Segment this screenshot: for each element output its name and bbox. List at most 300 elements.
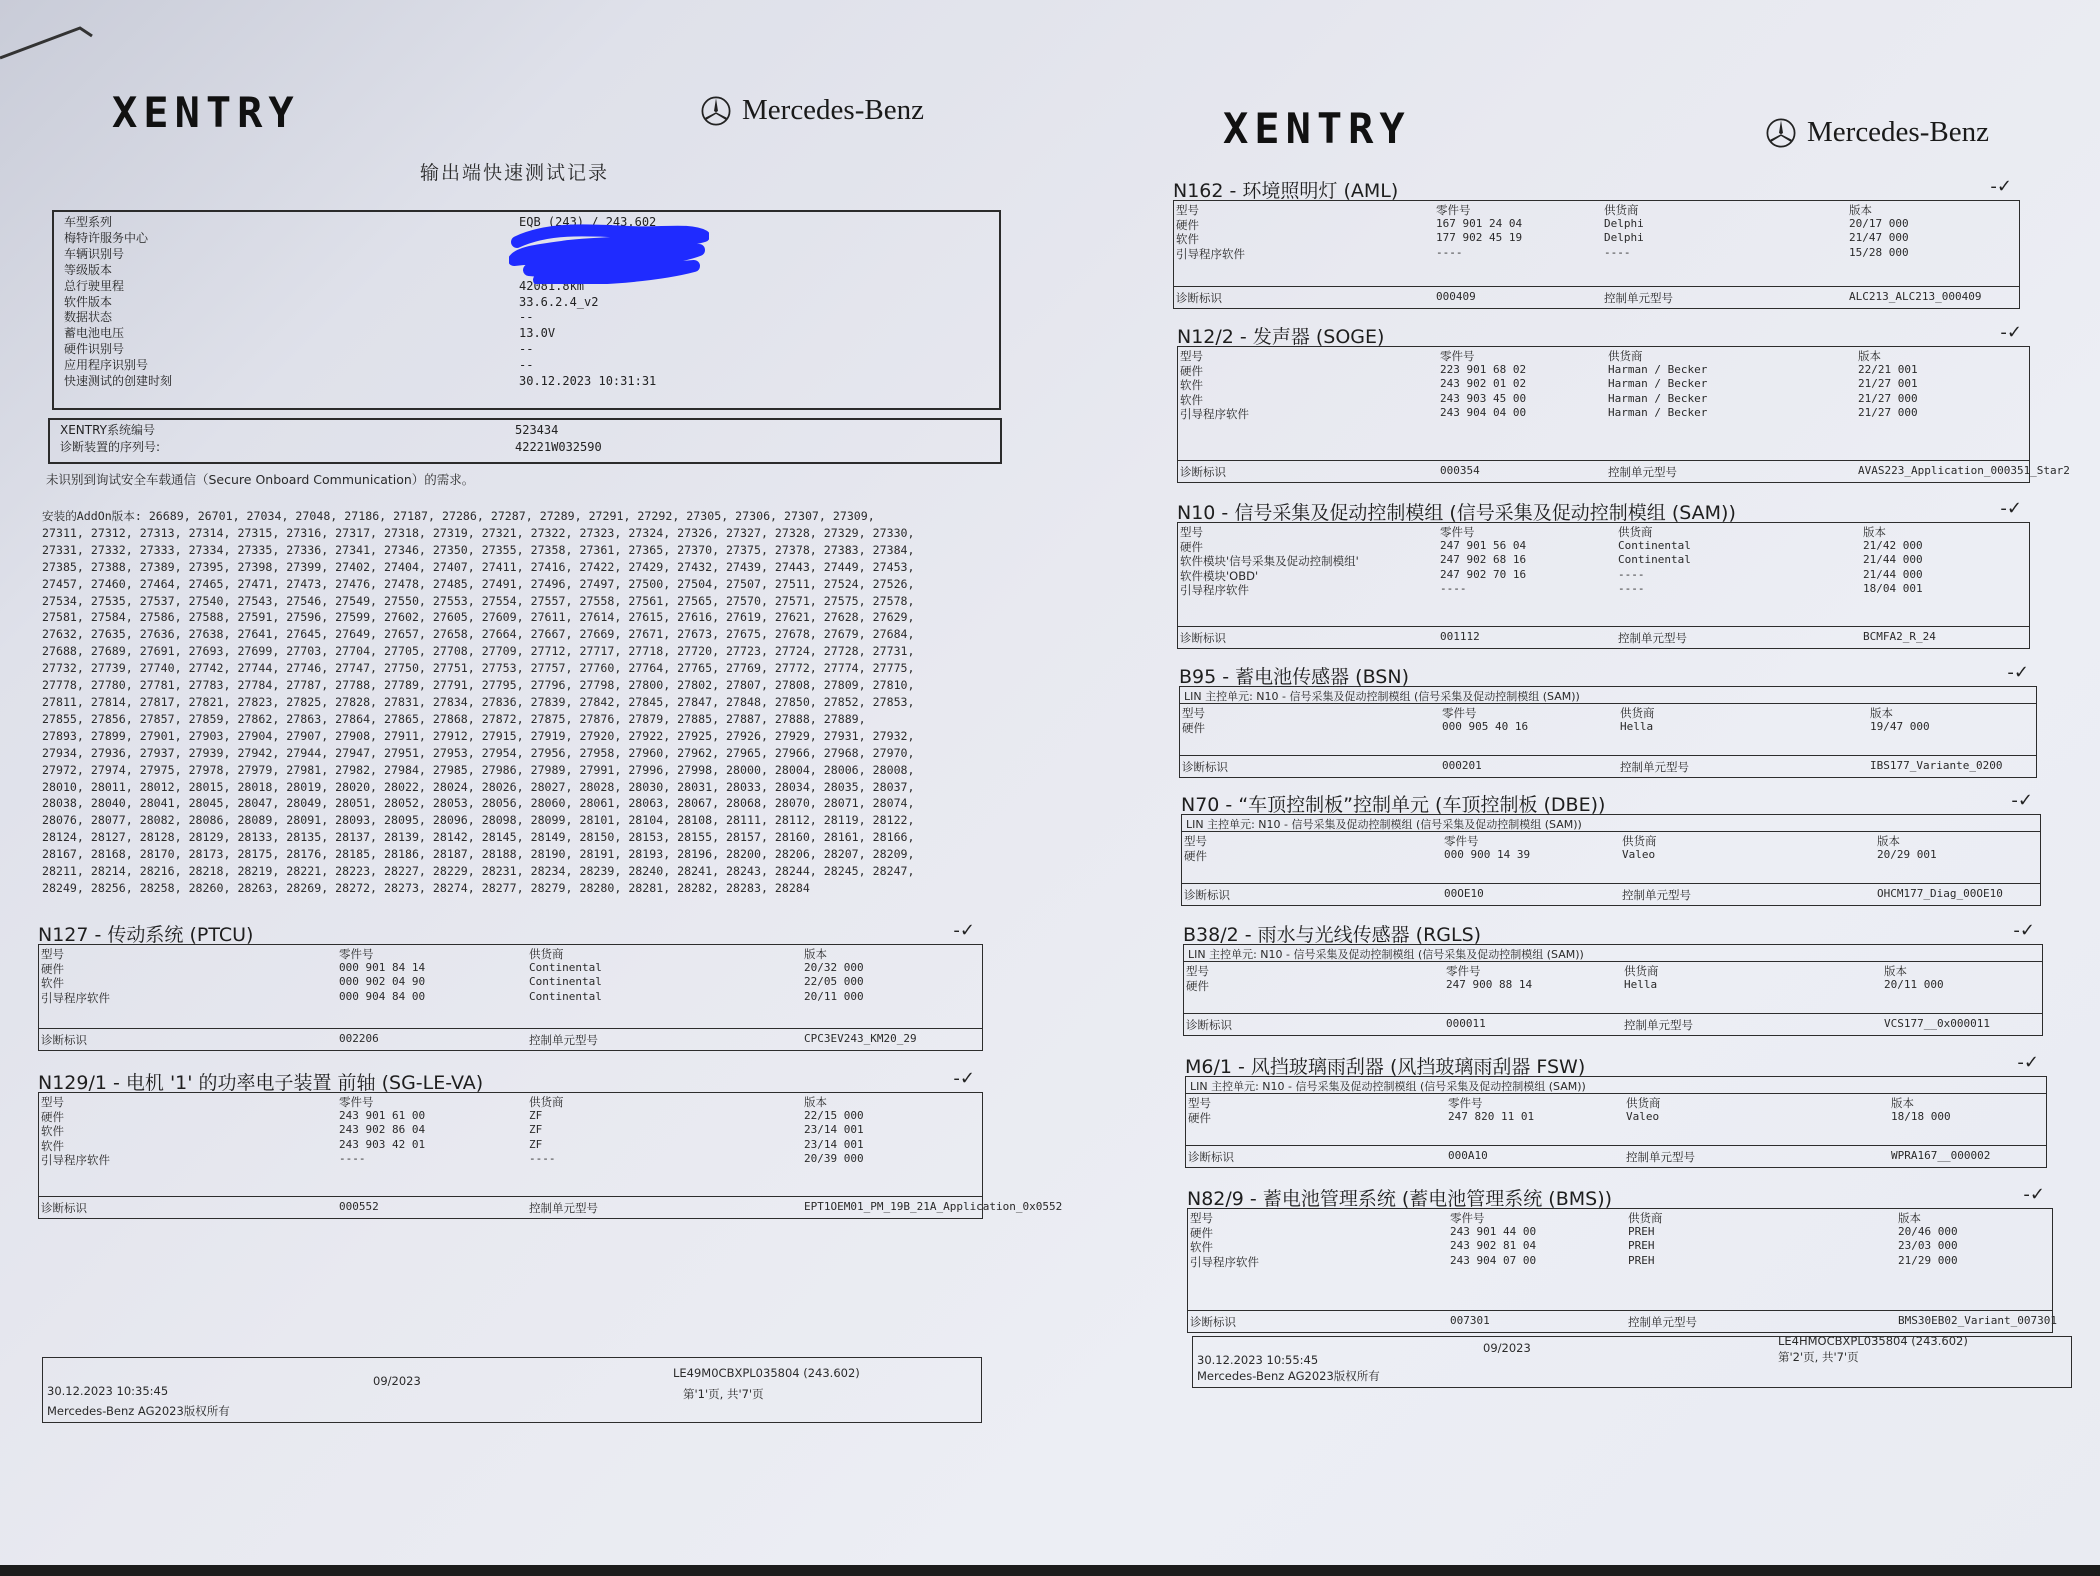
vehicle-info-key: 硬件识别号	[64, 342, 125, 357]
addon-line: 27385, 27388, 27389, 27395, 27398, 27399, 27402, 27404, 27407, 27411, 27416, 27422, 27429, 27432, 27439, 27443, 27449, 27453,	[42, 559, 915, 574]
table-cell: 20/46 000	[1898, 1224, 1958, 1238]
secure-onboard-note: 未识别到询试安全车载通信（Secure Onboard Communication）的需求。	[46, 472, 475, 487]
ecu-label: 控制单元型号	[1626, 1150, 1695, 1164]
table-cell: 硬件	[1180, 539, 1203, 554]
module-title: N129/1 - 电机 '1' 的功率电子装置 前轴 (SG-LE-VA)	[38, 1072, 484, 1094]
addon-line: 27811, 27814, 27817, 27821, 27823, 27825, 27828, 27831, 27834, 27836, 27839, 27842, 27845, 27847, 27848, 27850, 27852, 27853,	[42, 694, 915, 709]
table-cell: 引导程序软件	[1180, 407, 1249, 421]
ecu-label: 控制单元型号	[1622, 888, 1691, 902]
ecu-label: 控制单元型号	[1624, 1018, 1693, 1032]
mercedes-benz-logo	[700, 94, 924, 127]
ecu-value: IBS177_Variante_0200	[1870, 759, 2003, 772]
addon-line: 28167, 28168, 28170, 28173, 28175, 28176, 28185, 28186, 28187, 28188, 28190, 28191, 28193, 28196, 28200, 28206, 28207, 28209,	[42, 847, 915, 862]
table-cell: 243 902 81 04	[1450, 1239, 1537, 1252]
table-cell: Delphi	[1604, 231, 1644, 244]
xentry-logo: XENTRY	[1223, 104, 1411, 153]
table-cell: 243 902 01 02	[1440, 377, 1527, 390]
addon-line: 27972, 27974, 27975, 27978, 27979, 27981, 27982, 27984, 27985, 27986, 27989, 27991, 27996, 27998, 28000, 28004, 28006, 28008,	[42, 762, 915, 777]
table-cell: 247 902 68 16	[1440, 553, 1527, 566]
vehicle-info-key: 梅特许服务中心	[64, 230, 149, 245]
table-cell: 硬件	[1188, 1110, 1211, 1125]
vehicle-info-box	[52, 210, 1001, 410]
lin-master-note: LIN 主控单元: N10 - 信号采集及促动控制模组 (信号采集及促动控制模组 (SAM))	[1188, 948, 1584, 961]
table-cell: 243 904 04 00	[1440, 406, 1527, 419]
ecu-value: CPC3EV243_KM20_29	[804, 1032, 917, 1045]
footer-datetime: 30.12.2023 10:55:45	[1197, 1353, 1319, 1367]
diag-value: 000201	[1442, 759, 1482, 772]
mercedes-star-icon	[1765, 117, 1797, 149]
ecu-module	[1181, 790, 2041, 905]
column-header: 型号	[1182, 706, 1205, 720]
column-header: 型号	[41, 947, 64, 961]
column-header: 零件号	[1450, 1211, 1485, 1225]
table-cell: 22/21 001	[1858, 362, 1918, 376]
table-cell: ZF	[529, 1108, 543, 1122]
table-cell: 243 903 45 00	[1440, 391, 1527, 405]
table-cell: 软件	[41, 1124, 64, 1138]
module-title: N162 - 环境照明灯 (AML)	[1173, 180, 1399, 202]
column-header: 型号	[1188, 1096, 1211, 1110]
module-title: N70 - “车顶控制板”控制单元 (车顶控制板 (DBE))	[1181, 794, 1606, 816]
vehicle-info-value: 13.0V	[519, 326, 556, 341]
table-cell: 243 901 61 00	[339, 1108, 426, 1122]
footer-copyright: Mercedes-Benz AG2023版权所有	[47, 1404, 230, 1418]
ecu-label: 控制单元型号	[529, 1033, 598, 1047]
table-cell: ----	[339, 1152, 366, 1165]
ecu-value: BMS30EB02_Variant_007301	[1898, 1314, 2057, 1327]
table-cell: 硬件	[1180, 363, 1203, 378]
table-cell: Delphi	[1604, 216, 1644, 230]
table-cell: 247 900 88 14	[1446, 977, 1533, 991]
ecu-label: 控制单元型号	[529, 1201, 598, 1215]
table-cell: Hella	[1624, 977, 1658, 991]
table-cell: 20/17 000	[1849, 216, 1909, 230]
column-header: 版本	[1884, 964, 1907, 978]
vehicle-info-value: --	[519, 310, 534, 325]
checkmark-icon: -✓	[2017, 1052, 2039, 1073]
ecu-module	[38, 920, 983, 1050]
addon-line: 28038, 28040, 28041, 28045, 28047, 28049, 28051, 28052, 28053, 28056, 28060, 28061, 28063, 28067, 28068, 28070, 28071, 28074,	[42, 796, 915, 811]
addon-line: 28124, 28127, 28128, 28129, 28133, 28135, 28137, 28139, 28142, 28145, 28149, 28150, 28153, 28155, 28157, 28160, 28161, 28166,	[42, 830, 915, 845]
system-info-value: 42221W032590	[515, 440, 602, 454]
table-cell: Valeo	[1626, 1109, 1660, 1123]
diag-value: 000A10	[1448, 1149, 1488, 1162]
table-cell: 000 900 14 39	[1444, 847, 1531, 861]
column-header: 型号	[1190, 1211, 1213, 1225]
system-info-value: 523434	[515, 423, 559, 437]
ecu-label: 控制单元型号	[1628, 1315, 1697, 1329]
vehicle-info-value: EQB (243) / 243.602	[519, 215, 657, 229]
vehicle-info-value: 33.6.2.4_v2	[519, 294, 599, 309]
vehicle-info-key: 蓄电池电压	[64, 326, 125, 341]
module-table	[38, 1092, 1063, 1219]
diag-label: 诊断标识	[1180, 465, 1226, 479]
table-cell: 167 901 24 04	[1436, 216, 1523, 230]
column-header: 型号	[1184, 834, 1207, 848]
footer-page-number: 第'1'页, 共'7'页	[683, 1387, 764, 1401]
footer-version: 09/2023	[373, 1374, 421, 1388]
table-cell: 000 905 40 16	[1442, 719, 1529, 733]
column-header: 零件号	[1436, 203, 1471, 217]
addon-line: 安装的AddOn版本: 26689, 26701, 27034, 27048, 27186, 27187, 27286, 27287, 27289, 27291, 27292, 27305, 27306, 27307, 27309,	[42, 509, 875, 523]
table-cell: 23/03 000	[1898, 1239, 1958, 1252]
table-cell: Valeo	[1622, 847, 1656, 861]
column-header: 型号	[41, 1095, 64, 1109]
table-cell: 软件	[41, 976, 64, 990]
module-title: N127 - 传动系统 (PTCU)	[38, 924, 254, 946]
checkmark-icon: -✓	[2023, 1184, 2045, 1205]
table-cell: ----	[1618, 567, 1645, 581]
module-table	[1177, 346, 2070, 483]
vehicle-info-value: 42081.8km	[519, 278, 585, 293]
ecu-module	[1173, 176, 2020, 308]
addon-line: 27732, 27739, 27740, 27742, 27744, 27746, 27747, 27750, 27751, 27753, 27757, 27760, 27764, 27765, 27769, 27772, 27774, 27775,	[42, 661, 915, 676]
module-table	[1181, 814, 2041, 906]
table-cell: 19/47 000	[1870, 719, 1930, 733]
ecu-module	[1177, 498, 2030, 648]
column-header: 零件号	[1446, 964, 1481, 978]
diag-label: 诊断标识	[41, 1201, 87, 1215]
vehicle-info-value: 30.12.2023 10:31:31	[519, 374, 657, 388]
diag-label: 诊断标识	[41, 1033, 87, 1047]
table-cell: 23/14 001	[804, 1123, 864, 1136]
ecu-value: AVAS223_Application_000351_Star2	[1858, 464, 2070, 477]
mercedes-benz-name: Mercedes-Benz	[1807, 116, 1989, 148]
ecu-value: BCMFA2_R_24	[1863, 630, 1936, 643]
addon-line: 28010, 28011, 28012, 28015, 28018, 28019, 28020, 28022, 28024, 28026, 28027, 28028, 28030, 28031, 28033, 28034, 28035, 28037,	[42, 779, 915, 794]
addon-line: 27632, 27635, 27636, 27638, 27641, 27645, 27649, 27657, 27658, 27664, 27667, 27669, 27671, 27673, 27675, 27678, 27679, 27684,	[42, 627, 915, 642]
column-header: 零件号	[1444, 834, 1479, 848]
table-cell: 21/44 000	[1863, 567, 1923, 581]
vehicle-info-key: 等级版本	[64, 262, 113, 277]
table-cell: 000 904 84 00	[339, 989, 426, 1003]
ecu-label: 控制单元型号	[1620, 760, 1689, 774]
table-cell: 软件模块'OBD'	[1180, 568, 1259, 583]
column-header: 型号	[1180, 349, 1203, 363]
table-cell: ----	[529, 1152, 556, 1165]
diag-rule	[1178, 460, 2029, 461]
document-title: 输出端快速测试记录	[420, 162, 610, 184]
vehicle-info-key: 数据状态	[64, 310, 113, 325]
module-title: B38/2 - 雨水与光线传感器 (RGLS)	[1183, 924, 1482, 946]
column-header: 零件号	[1448, 1096, 1483, 1110]
table-cell: 20/11 000	[1884, 977, 1944, 991]
table-cell: 247 902 70 16	[1440, 567, 1527, 581]
table-cell: 18/04 001	[1863, 582, 1923, 595]
footer-datetime: 30.12.2023 10:35:45	[47, 1384, 169, 1398]
diag-value: 001112	[1440, 630, 1480, 643]
system-info-key: XENTRY系统编号	[60, 423, 156, 437]
table-cell: 21/44 000	[1863, 553, 1923, 566]
table-cell: 23/14 001	[804, 1137, 864, 1151]
table-cell: 177 902 45 19	[1436, 231, 1523, 244]
checkmark-icon: -✓	[953, 1068, 975, 1089]
module-table	[1183, 944, 2043, 1036]
lin-rule	[1184, 961, 2042, 962]
xentry-logo: XENTRY	[112, 88, 300, 137]
table-cell: PREH	[1628, 1253, 1655, 1267]
column-header: 供货商	[1624, 964, 1659, 978]
addon-line: 28076, 28077, 28082, 28086, 28089, 28091, 28093, 28095, 28096, 28098, 28099, 28101, 28104, 28108, 28111, 28112, 28119, 28122,	[42, 813, 915, 828]
diag-value: 00OE10	[1444, 887, 1484, 900]
table-cell: 硬件	[41, 961, 64, 976]
vehicle-info-key: 软件版本	[64, 294, 113, 309]
ecu-value: OHCM177_Diag_00OE10	[1877, 887, 2003, 900]
table-cell: ----	[1440, 582, 1467, 595]
diag-rule	[1186, 1145, 2046, 1146]
ecu-value: ALC213_ALC213_000409	[1849, 290, 1982, 303]
column-header: 供货商	[529, 947, 564, 961]
module-title: B95 - 蓄电池传感器 (BSN)	[1179, 666, 1409, 688]
diag-value: 007301	[1450, 1314, 1490, 1327]
module-table	[1173, 200, 2020, 309]
table-cell: Continental	[529, 960, 602, 974]
ecu-value: EPT1OEM01_PM_19B_21A_Application_0x0552	[804, 1200, 1063, 1213]
table-cell: ZF	[529, 1137, 543, 1151]
ecu-module	[1179, 662, 2037, 777]
table-cell: 硬件	[1176, 217, 1199, 232]
module-table	[1179, 686, 2037, 778]
column-header: 零件号	[1440, 349, 1475, 363]
table-cell: 243 904 07 00	[1450, 1253, 1537, 1267]
table-cell: 21/47 000	[1849, 231, 1909, 244]
diag-label: 诊断标识	[1176, 291, 1222, 305]
table-cell: 引导程序软件	[41, 990, 110, 1005]
column-header: 零件号	[1442, 706, 1477, 720]
redaction-scribble	[509, 222, 709, 284]
table-cell: 21/42 000	[1863, 538, 1923, 552]
table-cell: 硬件	[41, 1109, 64, 1124]
addon-line: 28211, 28214, 28216, 28218, 28219, 28221, 28223, 28227, 28229, 28231, 28234, 28239, 28240, 28241, 28243, 28244, 28245, 28247,	[42, 864, 915, 879]
column-header: 供货商	[1604, 203, 1639, 217]
column-header: 版本	[1877, 834, 1900, 848]
diag-rule	[39, 1028, 982, 1029]
addon-line: 27893, 27899, 27901, 27903, 27904, 27907, 27908, 27911, 27912, 27915, 27919, 27920, 27922, 27925, 27926, 27929, 27931, 27932,	[42, 728, 915, 743]
addon-line: 27534, 27535, 27537, 27540, 27543, 27546, 27549, 27550, 27553, 27554, 27557, 27558, 27561, 27565, 27570, 27571, 27575, 27578,	[42, 593, 915, 608]
column-header: 版本	[804, 1095, 827, 1109]
table-cell: 247 901 56 04	[1440, 538, 1527, 552]
table-cell: Harman / Becker	[1608, 406, 1708, 419]
table-cell: 22/15 000	[804, 1108, 864, 1122]
ecu-value: VCS177__0x000011	[1884, 1017, 1990, 1030]
table-cell: 18/18 000	[1891, 1109, 1951, 1123]
left-page-footer	[42, 1357, 982, 1423]
column-header: 零件号	[1440, 525, 1475, 539]
footer-copyright: Mercedes-Benz AG2023版权所有	[1197, 1369, 1380, 1383]
table-cell: Hella	[1620, 719, 1654, 733]
column-header: 供货商	[1618, 525, 1653, 539]
table-cell: 000 902 04 90	[339, 975, 426, 988]
mercedes-benz-name: Mercedes-Benz	[742, 94, 924, 126]
column-header: 版本	[1858, 349, 1881, 363]
addon-line: 27581, 27584, 27586, 27588, 27591, 27596, 27599, 27602, 27605, 27609, 27611, 27614, 27615, 27616, 27619, 27621, 27628, 27629,	[42, 610, 915, 625]
diag-label: 诊断标识	[1190, 1315, 1236, 1329]
diag-rule	[1184, 1013, 2042, 1014]
checkmark-icon: -✓	[2011, 790, 2033, 811]
diag-rule	[1182, 883, 2040, 884]
column-header: 型号	[1180, 525, 1203, 539]
diag-value: 002206	[339, 1032, 379, 1045]
diag-label: 诊断标识	[1188, 1150, 1234, 1164]
table-cell: 247 820 11 01	[1448, 1109, 1535, 1123]
column-header: 供货商	[1622, 834, 1657, 848]
table-cell: 243 901 44 00	[1450, 1224, 1537, 1238]
column-header: 零件号	[339, 1095, 374, 1109]
addon-line: 27311, 27312, 27313, 27314, 27315, 27316, 27317, 27318, 27319, 27321, 27322, 27323, 27324, 27326, 27327, 27328, 27329, 27330,	[42, 525, 915, 540]
vehicle-info-key: 快速测试的创建时刻	[64, 374, 173, 388]
diag-label: 诊断标识	[1180, 631, 1226, 645]
table-cell: 硬件	[1184, 848, 1207, 863]
column-header: 版本	[804, 947, 827, 961]
system-info-key: 诊断装置的序列号:	[60, 440, 161, 454]
table-cell: 21/27 001	[1858, 377, 1918, 390]
column-header: 供货商	[1628, 1211, 1663, 1225]
module-table	[1185, 1076, 2047, 1168]
vehicle-info-key: 车型系列	[64, 215, 113, 229]
lin-rule	[1180, 703, 2036, 704]
table-cell: Harman / Becker	[1608, 362, 1708, 376]
diag-rule	[1174, 286, 2019, 287]
checkmark-icon: -✓	[2000, 322, 2022, 343]
ecu-label: 控制单元型号	[1618, 631, 1687, 645]
ecu-module	[38, 1068, 1063, 1218]
table-cell: Continental	[529, 989, 602, 1003]
column-header: 型号	[1176, 203, 1199, 217]
addon-line: 27331, 27332, 27333, 27334, 27335, 27336, 27341, 27346, 27350, 27355, 27358, 27361, 27365, 27370, 27375, 27378, 27383, 27384,	[42, 542, 915, 557]
vehicle-info-value: --	[519, 342, 534, 357]
table-cell: Continental	[1618, 553, 1691, 566]
table-cell: 软件	[1190, 1240, 1213, 1254]
lin-master-note: LIN 主控单元: N10 - 信号采集及促动控制模组 (信号采集及促动控制模组 (SAM))	[1186, 818, 1582, 831]
addon-line: 27688, 27689, 27691, 27693, 27699, 27703, 27704, 27705, 27708, 27709, 27712, 27717, 27718, 27720, 27723, 27724, 27728, 27731,	[42, 644, 915, 659]
diag-label: 诊断标识	[1182, 760, 1228, 774]
diag-rule	[1180, 755, 2036, 756]
addon-line: 27457, 27460, 27464, 27465, 27471, 27473, 27476, 27478, 27485, 27491, 27496, 27497, 27500, 27504, 27507, 27511, 27524, 27526,	[42, 576, 915, 591]
table-cell: Continental	[529, 975, 602, 988]
vehicle-info-value: --	[519, 358, 534, 373]
ecu-value: WPRA167__000002	[1891, 1149, 1991, 1162]
table-cell: ZF	[529, 1123, 543, 1136]
mercedes-star-icon	[700, 95, 732, 127]
footer-page-number: 第'2'页, 共'7'页	[1778, 1350, 1859, 1364]
ecu-label: 控制单元型号	[1608, 465, 1677, 479]
table-cell: Harman / Becker	[1608, 391, 1708, 405]
ecu-module	[1177, 322, 2070, 482]
table-cell: Continental	[1618, 538, 1691, 552]
ecu-module	[1183, 920, 2043, 1035]
ecu-module	[1187, 1184, 2057, 1332]
module-table	[1187, 1208, 2057, 1333]
table-cell: 20/29 001	[1877, 847, 1937, 861]
column-header: 版本	[1891, 1096, 1914, 1110]
addon-line: 27934, 27936, 27937, 27939, 27942, 27944, 27947, 27951, 27953, 27954, 27956, 27958, 27960, 27962, 27965, 27966, 27968, 27970,	[42, 745, 915, 760]
table-cell: 软件	[1180, 378, 1203, 392]
table-cell: 21/27 000	[1858, 391, 1918, 405]
table-cell: 22/05 000	[804, 975, 864, 988]
column-header: 版本	[1849, 203, 1872, 217]
table-cell: 软件模块'信号采集及促动控制模组'	[1180, 554, 1359, 568]
table-cell: 硬件	[1190, 1225, 1213, 1240]
table-cell: 引导程序软件	[1176, 246, 1245, 261]
module-title: N12/2 - 发声器 (SOGE)	[1177, 326, 1385, 348]
table-cell: 引导程序软件	[41, 1153, 110, 1167]
diag-value: 000354	[1440, 464, 1480, 477]
lin-rule	[1182, 831, 2040, 832]
table-cell: 243 903 42 01	[339, 1137, 426, 1151]
addon-line: 28249, 28256, 28258, 28260, 28263, 28269, 28272, 28273, 28274, 28277, 28279, 28280, 28281, 28282, 28283, 28284	[42, 880, 810, 895]
addon-versions-list	[42, 508, 992, 897]
column-header: 零件号	[339, 947, 374, 961]
table-cell: 引导程序软件	[1190, 1254, 1259, 1269]
ecu-label: 控制单元型号	[1604, 291, 1673, 305]
table-cell: ----	[1618, 582, 1645, 595]
diag-rule	[39, 1196, 982, 1197]
diag-value: 000552	[339, 1200, 379, 1213]
diag-label: 诊断标识	[1186, 1018, 1232, 1032]
vehicle-info-key: 车辆识别号	[64, 246, 125, 261]
addon-line: 27778, 27780, 27781, 27783, 27784, 27787, 27788, 27789, 27791, 27795, 27796, 27798, 27800, 27802, 27807, 27808, 27809, 27810,	[42, 678, 915, 693]
table-cell: 软件	[1180, 392, 1203, 407]
table-cell: 硬件	[1186, 978, 1209, 993]
table-cell: 引导程序软件	[1180, 583, 1249, 597]
table-cell: 000 901 84 14	[339, 960, 426, 974]
diag-label: 诊断标识	[1184, 888, 1230, 902]
table-cell: Harman / Becker	[1608, 377, 1708, 390]
lin-master-note: LIN 主控单元: N10 - 信号采集及促动控制模组 (信号采集及促动控制模组 (SAM))	[1190, 1080, 1586, 1093]
table-cell: 243 902 86 04	[339, 1123, 426, 1136]
addon-line: 27855, 27856, 27857, 27859, 27862, 27863, 27864, 27865, 27868, 27872, 27875, 27876, 27879, 27885, 27887, 27888, 27889,	[42, 711, 866, 726]
module-table	[1177, 522, 2030, 649]
column-header: 版本	[1870, 706, 1893, 720]
pen-mark	[0, 18, 110, 68]
system-info-box	[48, 418, 1002, 464]
table-cell: 15/28 000	[1849, 245, 1909, 259]
table-cell: 223 901 68 02	[1440, 362, 1527, 376]
module-title: N82/9 - 蓄电池管理系统 (蓄电池管理系统 (BMS))	[1187, 1188, 1613, 1210]
table-cell: ----	[1436, 245, 1463, 259]
lin-master-note: LIN 主控单元: N10 - 信号采集及促动控制模组 (信号采集及促动控制模组 (SAM))	[1184, 690, 1580, 703]
table-cell: 软件	[41, 1138, 64, 1153]
footer-vin: LE49M0CBXPL035804 (243.602)	[673, 1366, 860, 1380]
diag-rule	[1178, 626, 2029, 627]
checkmark-icon: -✓	[1990, 176, 2012, 197]
right-page-footer	[1192, 1336, 2072, 1388]
module-table	[38, 944, 983, 1051]
lin-rule	[1186, 1093, 2046, 1094]
diag-rule	[1188, 1310, 2052, 1311]
table-cell: PREH	[1628, 1224, 1655, 1238]
checkmark-icon: -✓	[2013, 920, 2035, 941]
table-cell: 20/39 000	[804, 1152, 864, 1165]
checkmark-icon: -✓	[2007, 662, 2029, 683]
vehicle-info-key: 总行驶里程	[64, 278, 125, 293]
table-cell: 20/32 000	[804, 960, 864, 974]
column-header: 供货商	[1626, 1096, 1661, 1110]
footer-version: 09/2023	[1483, 1341, 1531, 1355]
footer-vin: LE4HMOCBXPL035804 (243.602)	[1778, 1334, 1968, 1348]
table-cell: 20/11 000	[804, 989, 864, 1003]
checkmark-icon: -✓	[953, 920, 975, 941]
table-cell: ----	[1604, 245, 1631, 259]
column-header: 版本	[1863, 525, 1886, 539]
diag-value: 000409	[1436, 290, 1476, 303]
module-title: M6/1 - 风挡玻璃雨刮器 (风挡玻璃雨刮器 FSW)	[1185, 1056, 1586, 1078]
column-header: 供货商	[1608, 349, 1643, 363]
table-cell: 21/29 000	[1898, 1253, 1958, 1267]
vehicle-info-key: 应用程序识别号	[64, 358, 149, 373]
column-header: 供货商	[1620, 706, 1655, 720]
table-cell: 21/27 000	[1858, 406, 1918, 419]
